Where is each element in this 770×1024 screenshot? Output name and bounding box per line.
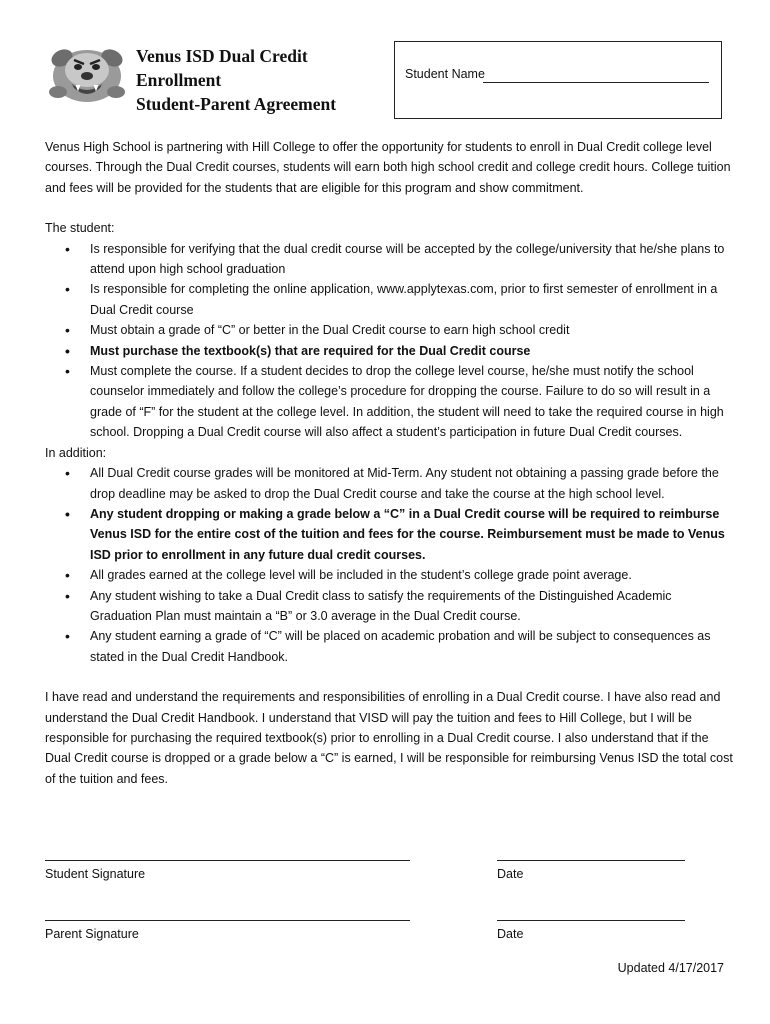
addition-section-heading: In addition: (45, 445, 107, 460)
student-name-box (394, 41, 722, 119)
student-name-field[interactable] (483, 82, 709, 83)
student-signature-line[interactable] (45, 860, 410, 861)
agreement-paragraph: I have read and understand the requirements and responsibilities of enrolling in a Dual Credit course. I have also read and understand the Dual Credit Handbook. I understand that VISD will pay the tuition and fees to Hill College, but I will be responsible for purchasing the required textbook(s) prior to enrolling in a Dual Credit course. I also understand that if the Dual Credit course is dropped or a grade below a “C” is earned, I will be responsible for reimbursing Venus ISD the total cost of the tuition and fees. (45, 690, 733, 786)
list-item: • Is responsible for completing the online application, www.applytexas.com, prior to first semester of enrollment in a Dual Credit course (45, 279, 735, 320)
addition-requirements-list (45, 463, 735, 667)
student-signature-label: Student Signature (45, 867, 146, 881)
student-name-label: Student Name (405, 67, 485, 81)
updated-date: Updated 4/17/2017 (617, 961, 724, 975)
student-requirements-list (45, 239, 735, 443)
title-line-3: Student-Parent Agreement (136, 94, 337, 114)
list-item: • All Dual Credit course grades will be monitored at Mid-Term. Any student not obtaining a passing grade before the drop deadline may be asked to drop the Dual Credit course and take the course at the high school level. (45, 463, 735, 504)
parent-signature-line[interactable] (45, 920, 410, 921)
list-item: • Any student wishing to take a Dual Credit class to satisfy the requirements of the Distinguished Academic Graduation Plan must maintain a “B” or 3.0 average in the Dual Credit course. (45, 586, 735, 627)
document-title (136, 44, 386, 116)
student-date-label: Date (497, 867, 524, 881)
list-item: • All grades earned at the college level will be included in the student’s college grade point average. (45, 565, 735, 585)
parent-signature-label: Parent Signature (45, 927, 139, 941)
list-item: • Is responsible for verifying that the dual credit course will be accepted by the college/university that he/she plans to attend upon high school graduation (45, 239, 735, 280)
title-line-2: Enrollment (136, 70, 222, 90)
title-line-1: Venus ISD Dual Credit (136, 46, 308, 66)
list-item: • Must purchase the textbook(s) that are required for the Dual Credit course (45, 341, 735, 361)
list-item: • Must obtain a grade of “C” or better in the Dual Credit course to earn high school credit (45, 320, 735, 340)
student-section-heading: The student: (45, 221, 115, 236)
list-item: • Any student dropping or making a grade below a “C” in a Dual Credit course will be required to reimburse Venus ISD for the entire cost of the tuition and fees for the course. Reimbursement must be made to Venus ISD prior to enrollment in any future dual credit courses. (45, 504, 735, 565)
student-date-line[interactable] (497, 860, 685, 861)
bulldog-logo-icon (44, 40, 130, 106)
list-item: • Any student earning a grade of “C” will be placed on academic probation and will be subject to consequences as stated in the Dual Credit Handbook. (45, 626, 735, 667)
list-item: • Must complete the course. If a student decides to drop the college level course, he/she must notify the school counselor immediately and follow the college’s procedure for dropping the course. Failure to do so will result in a grade of “F” for the student at the college level. In addition, the student will need to take the required course in high school. Dropping a Dual Credit course will also affect a student’s participation in future Dual Credit courses. (45, 361, 735, 443)
parent-date-line[interactable] (497, 920, 685, 921)
parent-date-label: Date (497, 927, 524, 941)
intro-paragraph: Venus High School is partnering with Hill College to offer the opportunity for students to enroll in Dual Credit college level courses. Through the Dual Credit courses, students will earn both high school credit and college credit hours. College tuition and fees will be provided for the students that are eligible for this program and show commitment. (45, 140, 731, 195)
document-body (45, 137, 735, 789)
